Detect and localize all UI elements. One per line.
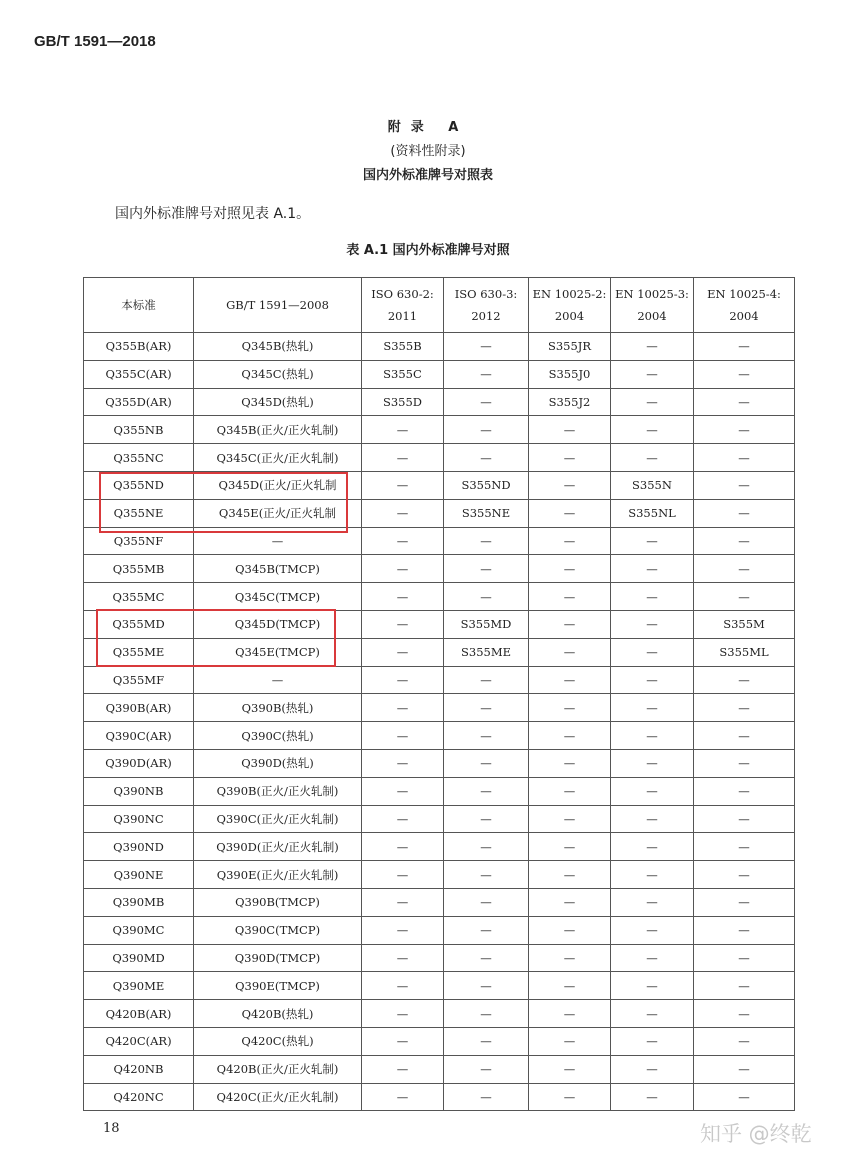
table-cell: — [694, 749, 795, 777]
table-cell: — [694, 888, 795, 916]
table-cell: — [694, 916, 795, 944]
table-cell: — [362, 583, 444, 611]
table-cell: — [529, 610, 611, 638]
table-cell: Q355B(AR) [84, 333, 194, 361]
table-cell: — [444, 360, 529, 388]
table-header-row [84, 278, 795, 333]
table-cell: — [362, 1027, 444, 1055]
table-cell: — [694, 805, 795, 833]
table-cell: — [362, 777, 444, 805]
table-row [84, 694, 795, 722]
table-cell: — [611, 444, 694, 472]
table-cell: — [694, 722, 795, 750]
table-cell: Q355MD [84, 610, 194, 638]
table-cell: — [611, 555, 694, 583]
table-cell: — [611, 833, 694, 861]
table-cell: — [611, 583, 694, 611]
table-cell: — [444, 1055, 529, 1083]
table-row [84, 972, 795, 1000]
table-cell: — [694, 555, 795, 583]
table-row [84, 666, 795, 694]
table-cell: — [611, 749, 694, 777]
table-cell: — [362, 722, 444, 750]
table-cell: Q390D(正火/正火轧制) [194, 833, 362, 861]
appendix-type: (资料性附录) [390, 144, 466, 159]
column-header-line: 2004 [554, 309, 585, 323]
table-cell: Q345D(热轧) [194, 388, 362, 416]
table-cell: — [694, 444, 795, 472]
table-cell: — [194, 527, 362, 555]
table-cell: Q390MB [84, 888, 194, 916]
table-cell: — [444, 805, 529, 833]
table-cell: — [362, 666, 444, 694]
table-cell: Q355ME [84, 638, 194, 666]
table-cell: Q390B(AR) [84, 694, 194, 722]
table-cell: — [444, 555, 529, 583]
table-cell: Q420NC [84, 1083, 194, 1111]
table-cell: — [694, 694, 795, 722]
watermark: 知乎 @终乾 [700, 1122, 812, 1146]
table-cell: — [611, 638, 694, 666]
table-cell: Q390NE [84, 861, 194, 889]
table-cell: — [362, 805, 444, 833]
table-cell: Q420NB [84, 1055, 194, 1083]
table-cell: — [362, 638, 444, 666]
table-cell: — [444, 527, 529, 555]
table-cell: — [611, 694, 694, 722]
table-cell: Q355MB [84, 555, 194, 583]
table-cell: — [444, 416, 529, 444]
table-cell: — [444, 666, 529, 694]
table-cell: Q345C(热轧) [194, 360, 362, 388]
table-cell: — [529, 694, 611, 722]
table-cell: — [611, 777, 694, 805]
column-header [194, 278, 362, 333]
column-header-line: 2004 [729, 309, 759, 323]
table-cell: — [362, 1083, 444, 1111]
table-cell: Q390NB [84, 777, 194, 805]
table-title: 表 A.1 国内外标准牌号对照 [346, 243, 510, 258]
table-cell: — [611, 944, 694, 972]
table-cell: S355D [362, 388, 444, 416]
table-row [84, 1027, 795, 1055]
table-cell: — [611, 722, 694, 750]
table-cell: — [694, 360, 795, 388]
table-cell: — [611, 861, 694, 889]
table-cell: Q390E(TMCP) [194, 972, 362, 1000]
table-cell: — [529, 888, 611, 916]
table-cell: — [529, 444, 611, 472]
column-header-line: 2011 [387, 309, 418, 323]
column-header [84, 278, 194, 333]
table-cell: — [529, 555, 611, 583]
table-cell: — [529, 944, 611, 972]
table-row [84, 388, 795, 416]
table-cell: — [694, 583, 795, 611]
table-cell: — [362, 444, 444, 472]
table-cell: — [611, 527, 694, 555]
table-cell: — [694, 1000, 795, 1028]
column-header-line: EN 10025-2: [532, 287, 607, 301]
table-cell: — [529, 916, 611, 944]
table-cell: Q355C(AR) [84, 360, 194, 388]
table-cell: — [529, 638, 611, 666]
table-cell: — [529, 722, 611, 750]
table-cell: — [194, 666, 362, 694]
table-row [84, 1055, 795, 1083]
appendix-title: 国内外标准牌号对照表 [362, 168, 493, 183]
table-cell: S355J0 [529, 360, 611, 388]
table-row [84, 749, 795, 777]
table-row [84, 360, 795, 388]
highlight-box-n-grades [99, 472, 348, 533]
table-cell: Q390MD [84, 944, 194, 972]
table-cell: — [529, 1027, 611, 1055]
table-row [84, 833, 795, 861]
table-cell: — [694, 388, 795, 416]
table-cell: — [611, 333, 694, 361]
table-cell: — [529, 805, 611, 833]
table-cell: — [529, 471, 611, 499]
table-row [84, 555, 795, 583]
table-cell: Q390B(正火/正火轧制) [194, 777, 362, 805]
table-cell: Q390B(TMCP) [194, 888, 362, 916]
table-cell: — [444, 833, 529, 861]
table-cell: S355JR [529, 333, 611, 361]
column-header [362, 278, 444, 333]
table-cell: — [694, 833, 795, 861]
table-cell: Q390C(TMCP) [194, 916, 362, 944]
table-row [84, 861, 795, 889]
table-cell: — [694, 1027, 795, 1055]
table-cell: — [444, 916, 529, 944]
highlight-box-m-grades [96, 609, 336, 667]
table-cell: — [529, 499, 611, 527]
table-cell: Q420C(热轧) [194, 1027, 362, 1055]
table-cell: — [694, 666, 795, 694]
table-cell: — [694, 527, 795, 555]
table-row [84, 1083, 795, 1111]
column-header [444, 278, 529, 333]
table-cell: — [362, 749, 444, 777]
table-cell: — [694, 333, 795, 361]
table-cell: — [444, 583, 529, 611]
column-header-line: ISO 630-2: [371, 287, 434, 301]
table-row [84, 722, 795, 750]
table-cell: — [694, 944, 795, 972]
table-cell: — [611, 416, 694, 444]
table-cell: — [611, 1027, 694, 1055]
table-row [84, 444, 795, 472]
table-cell: — [362, 833, 444, 861]
table-cell: Q390B(热轧) [194, 694, 362, 722]
column-header-line: 2004 [637, 309, 667, 323]
table-cell: — [362, 416, 444, 444]
table-cell: S355ME [444, 638, 529, 666]
table-cell: S355ML [694, 638, 795, 666]
table-cell: — [694, 471, 795, 499]
table-cell: — [611, 360, 694, 388]
appendix-label: 附录 A [387, 120, 469, 135]
table-cell: S355ND [444, 471, 529, 499]
table-cell: — [529, 749, 611, 777]
table-cell: Q420B(热轧) [194, 1000, 362, 1028]
table-cell: — [611, 888, 694, 916]
column-header [529, 278, 611, 333]
table-cell: Q390C(AR) [84, 722, 194, 750]
table-cell: — [362, 1000, 444, 1028]
table-cell: — [529, 583, 611, 611]
column-header-line: ISO 630-3: [454, 287, 518, 301]
table-cell: Q355NB [84, 416, 194, 444]
table-cell: S355B [362, 333, 444, 361]
table-cell: Q390NC [84, 805, 194, 833]
table-cell: — [611, 1000, 694, 1028]
table-cell: — [362, 888, 444, 916]
table-cell: — [444, 888, 529, 916]
table-cell: — [694, 499, 795, 527]
table-cell: Q390C(正火/正火轧制) [194, 805, 362, 833]
table-cell: — [362, 499, 444, 527]
column-header-line: 本标准 [121, 298, 156, 312]
table-cell: — [444, 444, 529, 472]
table-row [84, 777, 795, 805]
table-cell: — [444, 944, 529, 972]
table-cell: — [694, 416, 795, 444]
table-cell: Q345C(TMCP) [194, 583, 362, 611]
table-cell: — [362, 694, 444, 722]
table-cell: S355M [694, 610, 795, 638]
table-cell: — [529, 416, 611, 444]
table-cell: Q355MF [84, 666, 194, 694]
table-cell: — [694, 861, 795, 889]
table-cell: Q390MC [84, 916, 194, 944]
table-cell: — [444, 1000, 529, 1028]
table-cell: S355NE [444, 499, 529, 527]
table-cell: — [529, 833, 611, 861]
table-cell: — [444, 1083, 529, 1111]
table-cell: — [529, 1083, 611, 1111]
table-cell: — [362, 471, 444, 499]
table-row [84, 944, 795, 972]
table-cell: Q420B(AR) [84, 1000, 194, 1028]
table-cell: — [362, 861, 444, 889]
table-cell: — [694, 1055, 795, 1083]
table-cell: — [444, 1027, 529, 1055]
table-cell: Q345D(TMCP) [194, 610, 362, 638]
table-cell: Q420B(正火/正火轧制) [194, 1055, 362, 1083]
table-row [84, 416, 795, 444]
column-header-line: 2012 [471, 309, 501, 323]
table-cell: — [611, 1083, 694, 1111]
table-cell: — [362, 972, 444, 1000]
table-cell: — [444, 388, 529, 416]
table-cell: — [444, 972, 529, 1000]
table-cell: — [611, 666, 694, 694]
table-cell: Q345B(热轧) [194, 333, 362, 361]
table-cell: — [611, 805, 694, 833]
table-row [84, 916, 795, 944]
table-cell: Q390E(正火/正火轧制) [194, 861, 362, 889]
table-row [84, 333, 795, 361]
table-cell: — [694, 777, 795, 805]
table-cell: — [611, 388, 694, 416]
table-cell: — [611, 610, 694, 638]
table-row [84, 888, 795, 916]
table-cell: — [444, 749, 529, 777]
table-cell: S355J2 [529, 388, 611, 416]
table-cell: — [444, 861, 529, 889]
table-cell: — [362, 527, 444, 555]
table-cell: — [694, 1083, 795, 1111]
table-cell: — [444, 694, 529, 722]
table-cell: — [529, 1000, 611, 1028]
grade-comparison-table [83, 277, 795, 1111]
table-cell: — [444, 722, 529, 750]
table-cell: — [362, 944, 444, 972]
table-cell: — [611, 916, 694, 944]
table-cell: Q390D(热轧) [194, 749, 362, 777]
column-header [694, 278, 795, 333]
table-cell: Q390D(TMCP) [194, 944, 362, 972]
table-cell: Q390ME [84, 972, 194, 1000]
table-cell: — [529, 527, 611, 555]
table-cell: Q390D(AR) [84, 749, 194, 777]
table-row [84, 1000, 795, 1028]
table-cell: S355MD [444, 610, 529, 638]
table-cell: Q345E(TMCP) [194, 638, 362, 666]
table-cell: Q420C(AR) [84, 1027, 194, 1055]
table-cell: — [362, 610, 444, 638]
standard-header: GB/T 1591—2018 [34, 33, 156, 50]
table-row [84, 805, 795, 833]
table-cell: Q345B(正火/正火轧制) [194, 416, 362, 444]
table-cell: — [694, 972, 795, 1000]
table-cell: — [529, 666, 611, 694]
table-cell: — [362, 555, 444, 583]
column-header-line: EN 10025-3: [615, 287, 689, 301]
table-cell: — [529, 1055, 611, 1083]
table-cell: — [444, 777, 529, 805]
table-cell: — [529, 777, 611, 805]
table-cell: Q355ND [84, 471, 194, 499]
table-cell: Q355D(AR) [84, 388, 194, 416]
column-header-line: GB/T 1591—2008 [226, 298, 329, 312]
table-cell: — [611, 972, 694, 1000]
table-cell: — [529, 861, 611, 889]
table-cell: Q355NC [84, 444, 194, 472]
table-cell: S355C [362, 360, 444, 388]
column-header [611, 278, 694, 333]
table-cell: Q345D(正火/正火轧制 [194, 471, 362, 499]
table-cell: — [362, 1055, 444, 1083]
table-cell: — [529, 972, 611, 1000]
table-cell: Q355NE [84, 499, 194, 527]
table-cell: Q345E(正火/正火轧制 [194, 499, 362, 527]
table-cell: Q345B(TMCP) [194, 555, 362, 583]
table-cell: Q420C(正火/正火轧制) [194, 1083, 362, 1111]
table-cell: — [611, 1055, 694, 1083]
table-cell: S355N [611, 471, 694, 499]
table-cell: Q390C(热轧) [194, 722, 362, 750]
table-cell: — [444, 333, 529, 361]
table-cell: S355NL [611, 499, 694, 527]
intro-text: 国内外标准牌号对照见表 A.1。 [115, 206, 311, 222]
page-number: 18 [103, 1121, 120, 1136]
table-cell: Q390ND [84, 833, 194, 861]
table-cell: Q355MC [84, 583, 194, 611]
column-header-line: EN 10025-4: [707, 287, 781, 301]
table-cell: Q355NF [84, 527, 194, 555]
table-cell: Q345C(正火/正火轧制) [194, 444, 362, 472]
table-row [84, 583, 795, 611]
table-cell: — [362, 916, 444, 944]
